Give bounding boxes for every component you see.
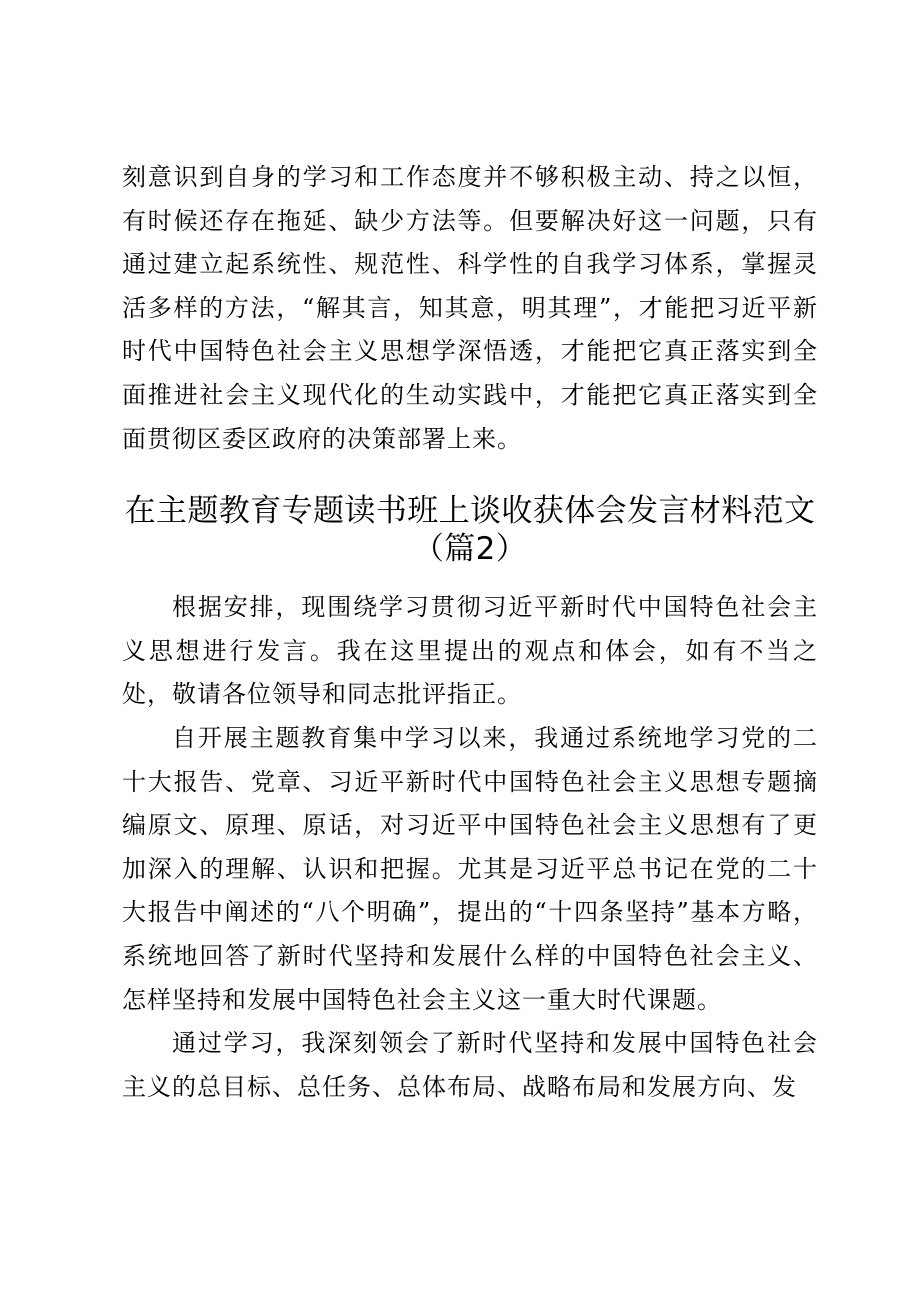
document-body <box>122 156 818 1109</box>
heading-part-number: （篇2） <box>412 531 528 568</box>
paragraph-study-overview: 自开展主题教育集中学习以来，我通过系统地学习党的二十大报告、党章、习近平新时代中国特色社会主义思想专题摘编原文、原理、原话，对习近平中国特色社会主义思想有了更加深入的理解、认识和把握。尤其是习近平总书记在党的二十大报告中阐述的“八个明确”，提出的“十四条坚持”基本方略，系统地回答了新时代坚持和发展什么样的中国特色社会主义、怎样坚持和发展中国特色社会主义这一重大时代课题。 <box>122 723 818 1014</box>
continuation-paragraph: 刻意识到自身的学习和工作态度并不够积极主动、持之以恒，有时候还存在拖延、缺少方法等。但要解决好这一问题，只有通过建立起系统性、规范性、科学性的自我学习体系，掌握灵活多样的方法，“解其言，知其意，明其理”，才能把习近平新时代中国特色社会主义思想学深悟透，才能把它真正落实到全面推进社会主义现代化的生动实践中，才能把它真正落实到全面贯彻区委区政府的决策部署上来。 <box>122 163 818 453</box>
section-heading <box>122 492 818 568</box>
paragraph-opening: 根据安排，现围绕学习贯彻习近平新时代中国特色社会主义思想进行发言。我在这里提出的观点和体会，如有不当之处，敬请各位领导和同志批评指正。 <box>122 593 818 709</box>
paragraph-study-insights: 通过学习，我深刻领会了新时代坚持和发展中国特色社会主义的总目标、总任务、总体布局、战略布局和发展方向、发 <box>122 1029 818 1101</box>
heading-title-line: 在主题教育专题读书班上谈收获体会发言材料范文 <box>124 493 816 530</box>
